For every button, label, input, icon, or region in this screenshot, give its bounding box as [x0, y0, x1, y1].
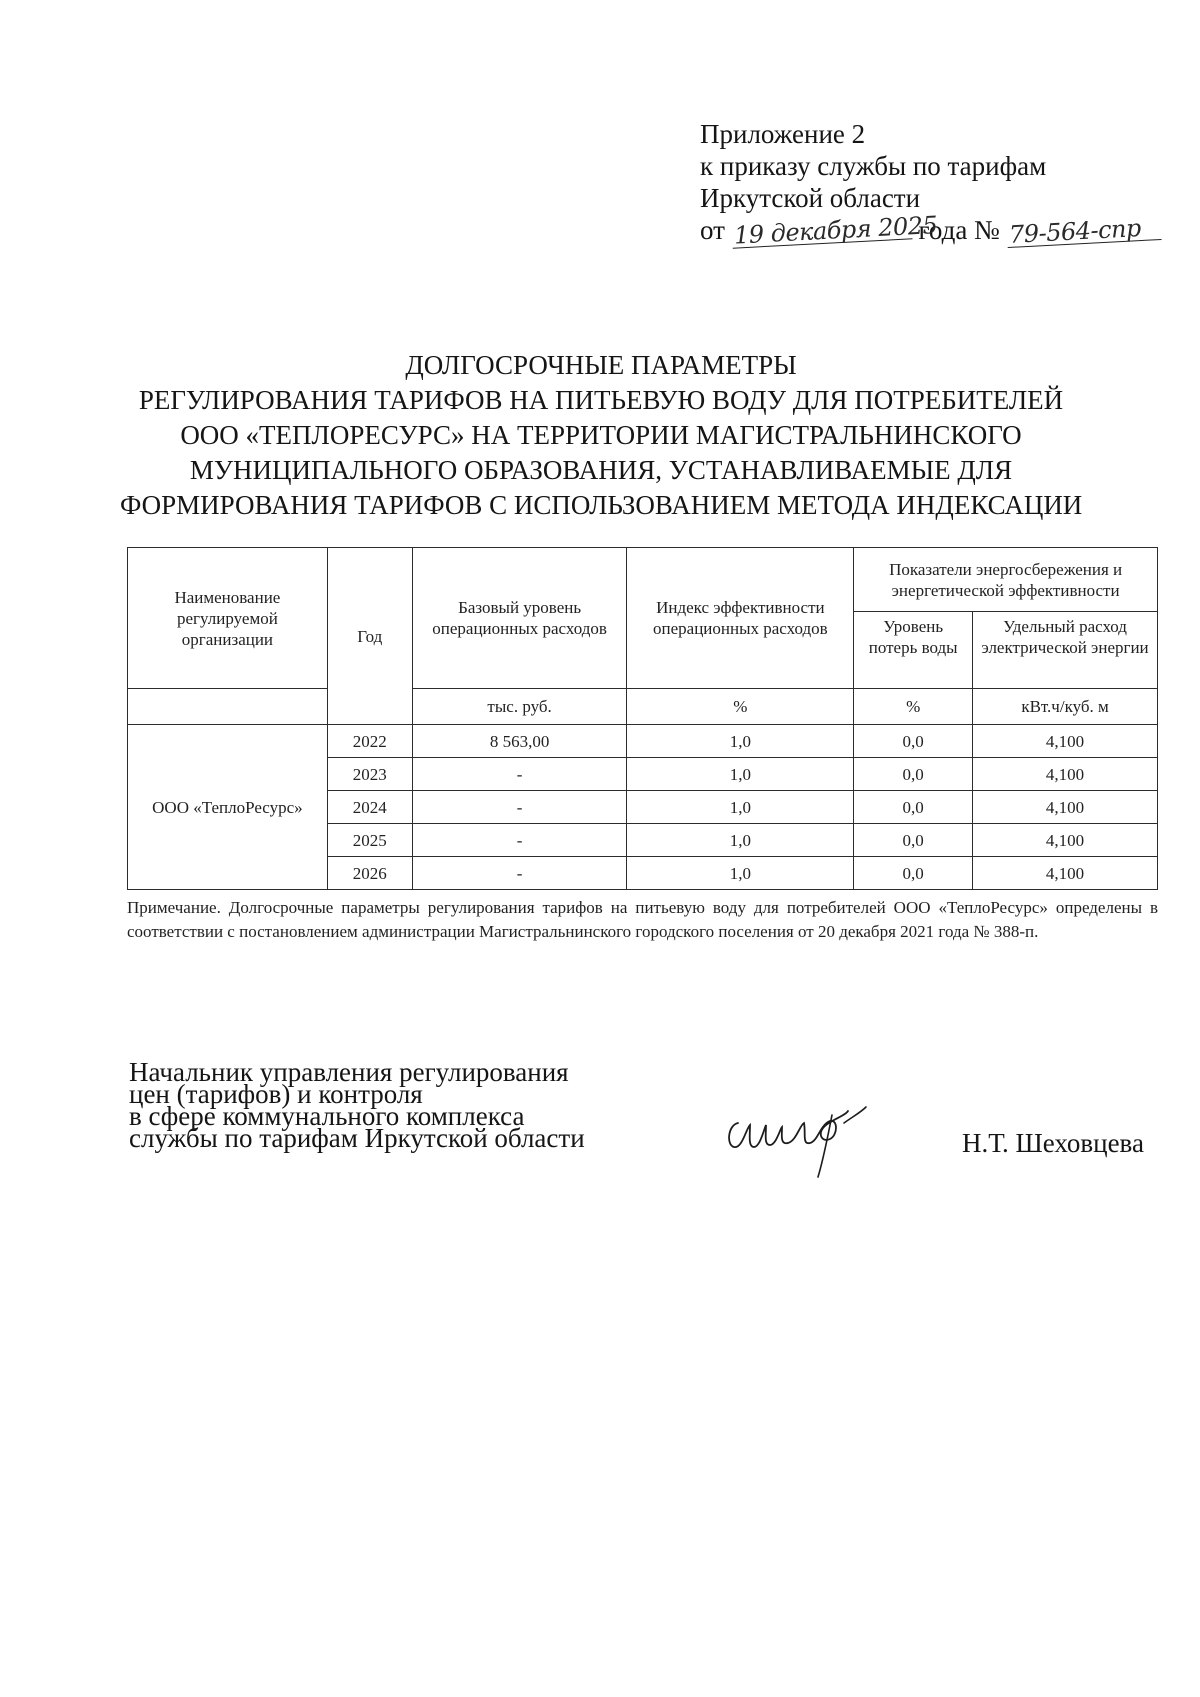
unit-loss: % — [854, 689, 973, 725]
header-org: Наименование регулируемой организации — [128, 548, 328, 689]
base-cell: - — [412, 857, 627, 890]
signer-name: Н.Т. Шеховцева — [962, 1128, 1144, 1158]
handwritten-order-number: 79-564-спр — [1006, 215, 1161, 248]
base-cell: 8 563,00 — [412, 725, 627, 758]
appendix-title: Приложение 2 — [700, 119, 866, 149]
year-cell: 2023 — [327, 758, 412, 791]
header-row-1 — [128, 548, 1158, 612]
org-name-cell: ООО «ТеплоРесурс» — [128, 725, 328, 890]
index-cell: 1,0 — [627, 758, 854, 791]
header-year: Год — [327, 548, 412, 725]
base-cell: - — [412, 791, 627, 824]
electricity-cell: 4,100 — [973, 791, 1158, 824]
index-cell: 1,0 — [627, 857, 854, 890]
loss-cell: 0,0 — [854, 758, 973, 791]
appendix-region: Иркутской области — [700, 183, 921, 213]
title-line-5: ФОРМИРОВАНИЯ ТАРИФОВ С ИСПОЛЬЗОВАНИЕМ МЕТОДА ИНДЕКСАЦИИ — [120, 490, 1083, 520]
title-line-4: МУНИЦИПАЛЬНОГО ОБРАЗОВАНИЯ, УСТАНАВЛИВАЕМЫЕ ДЛЯ — [189, 455, 1013, 485]
signer-line-4: службы по тарифам Иркутской области — [129, 1123, 585, 1153]
index-cell: 1,0 — [627, 791, 854, 824]
parameters-table — [127, 547, 1158, 890]
index-cell: 1,0 — [627, 824, 854, 857]
signer-line-3: в сфере коммунального комплекса — [129, 1101, 525, 1131]
loss-cell: 0,0 — [854, 725, 973, 758]
electricity-cell: 4,100 — [973, 725, 1158, 758]
year-cell: 2022 — [327, 725, 412, 758]
loss-cell: 0,0 — [854, 791, 973, 824]
units-row — [128, 689, 1158, 725]
base-cell: - — [412, 758, 627, 791]
loss-cell: 0,0 — [854, 824, 973, 857]
title-line-1: ДОЛГОСРОЧНЫЕ ПАРАМЕТРЫ — [405, 350, 797, 380]
header-electricity: Удельный расход электрической энергии — [973, 612, 1158, 689]
loss-cell: 0,0 — [854, 857, 973, 890]
header-water-loss: Уровень потерь воды — [854, 612, 973, 689]
unit-org-empty — [128, 689, 328, 725]
signer-position — [129, 1057, 585, 1153]
title-line-2: РЕГУЛИРОВАНИЯ ТАРИФОВ НА ПИТЬЕВУЮ ВОДУ ДЛЯ ПОТРЕБИТЕЛЕЙ — [138, 385, 1064, 415]
from-label: от — [700, 215, 725, 245]
document-title — [120, 348, 1082, 523]
index-cell: 1,0 — [627, 725, 854, 758]
handwritten-date: 19 декабря 2025 — [733, 210, 938, 250]
header-base-level: Базовый уровень операционных расходов — [412, 548, 627, 689]
appendix-order-ref: к приказу службы по тарифам — [700, 151, 1047, 181]
unit-base: тыс. руб. — [412, 689, 627, 725]
header-energy-group: Показатели энергосбережения и энергетической эффективности — [854, 548, 1158, 612]
title-line-3: ООО «ТЕПЛОРЕСУРС» НА ТЕРРИТОРИИ МАГИСТРАЛЬНИНСКОГО — [180, 420, 1022, 450]
unit-electricity: кВт.ч/куб. м — [973, 689, 1158, 725]
appendix-block — [700, 118, 1161, 250]
electricity-cell: 4,100 — [973, 758, 1158, 791]
table-note: Примечание. Долгосрочные параметры регулирования тарифов на питьевую воду для потребителей ООО «ТеплоРесурс» определены в соответствии с постановлением администрации Магистральнинского городского поселения от 20 декабря 2021 года № 388-п. — [127, 898, 1158, 941]
table-row — [128, 725, 1158, 758]
base-cell: - — [412, 824, 627, 857]
year-cell: 2026 — [327, 857, 412, 890]
electricity-cell: 4,100 — [973, 857, 1158, 890]
appendix-date-line — [700, 210, 1161, 250]
handwritten-signature — [720, 1085, 950, 1185]
header-efficiency-index: Индекс эффективности операционных расходов — [627, 548, 854, 689]
signer-line-2: цен (тарифов) и контроля — [129, 1079, 423, 1109]
year-cell: 2024 — [327, 791, 412, 824]
year-number-label: года № — [918, 215, 1000, 245]
electricity-cell: 4,100 — [973, 824, 1158, 857]
signer-line-1: Начальник управления регулирования — [129, 1057, 569, 1087]
unit-index: % — [627, 689, 854, 725]
year-cell: 2025 — [327, 824, 412, 857]
